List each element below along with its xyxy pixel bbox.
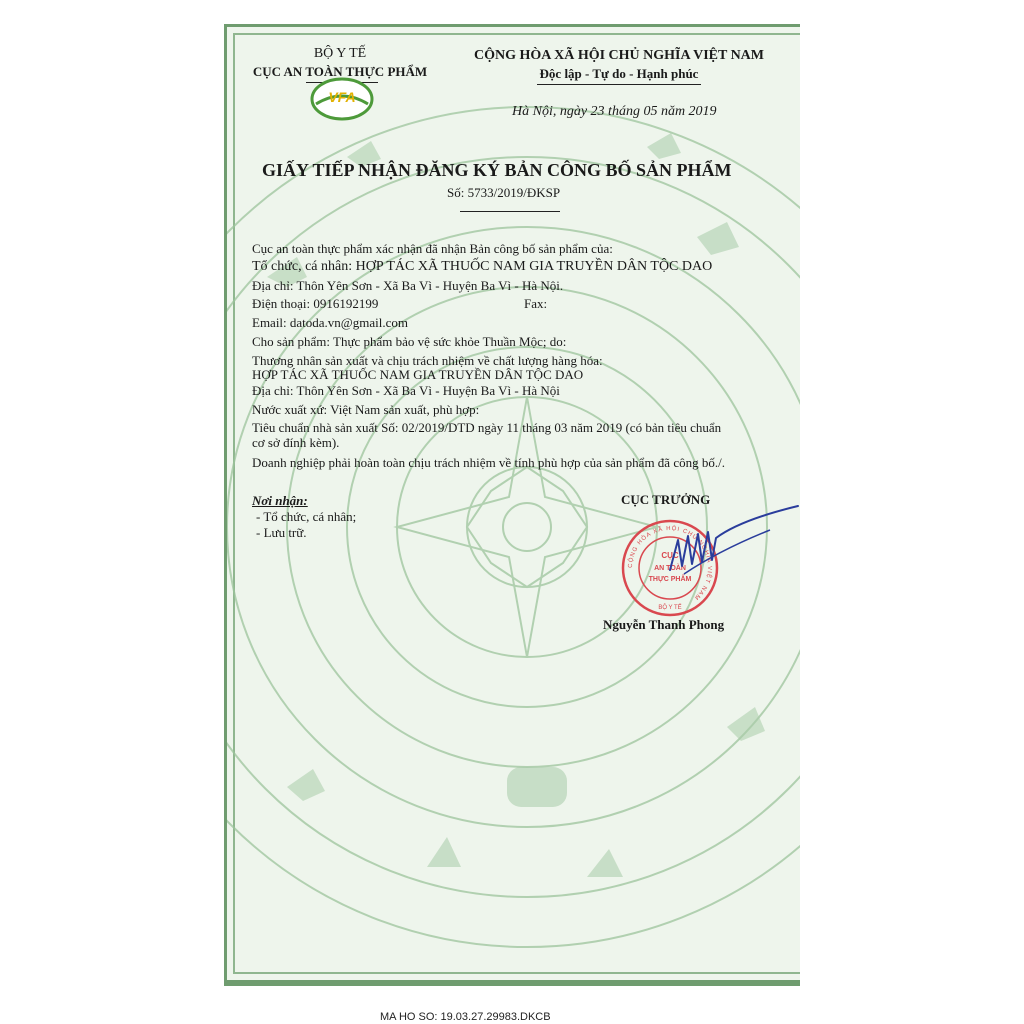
recipient-item: - Lưu trữ. — [256, 525, 307, 540]
recipients-heading: Nơi nhận: — [252, 493, 308, 508]
fax-line: Fax: — [524, 296, 548, 311]
country-name: CỘNG HÒA XÃ HỘI CHỦ NGHĨA VIỆT NAM — [473, 48, 764, 63]
handwritten-signature — [660, 500, 800, 592]
agency-name: CỤC AN TOÀN THỰC PHẨM — [252, 64, 428, 79]
ministry-name: BỘ Y TẾ — [313, 46, 367, 61]
organization-line: Tổ chức, cá nhân: HỢP TÁC XÃ THUỐC NAM GIA TRUYỀN DÂN TỘC DAO — [252, 259, 713, 274]
vfa-logo-text: VFA — [328, 89, 356, 105]
place-and-date: Hà Nội, ngày 23 tháng 05 năm 2019 — [512, 104, 717, 119]
stamp-inner-text: CỤC — [661, 551, 679, 560]
responsibility-line: Doanh nghiệp phải hoàn toàn chịu trách nhiệm về tính phù hợp của sản phẩm đã công bố./. — [252, 455, 725, 470]
vfa-logo — [308, 76, 376, 122]
title-underline — [460, 211, 560, 212]
stamp-bottom-text: BỘ Y TẾ — [658, 605, 682, 611]
signer-name: Nguyễn Thanh Phong — [603, 617, 725, 632]
phone-line: Điện thoại: 0916192199 — [252, 296, 379, 311]
trader-name: HỢP TÁC XÃ THUỐC NAM GIA TRUYỀN DÂN TỘC DAO — [252, 367, 584, 382]
trader-line: Thương nhân sản xuất và chịu trách nhiệm về chất lượng hàng hóa: — [252, 353, 603, 368]
stamp-inner-text: AN TOÀN — [654, 565, 686, 572]
stamp-ring-text: CỘNG HÒA XÃ HỘI CHỦ NGHĨA VIỆT NAM — [627, 525, 713, 601]
standard-line-2: cơ sở đính kèm). — [252, 435, 340, 450]
intro-line: Cục an toàn thực phẩm xác nhận đã nhận Bản công bố sản phẩm của: — [252, 241, 613, 256]
document-number: Số: 5733/2019/ĐKSP — [447, 185, 561, 200]
email-line: Email: datoda.vn@gmail.com — [252, 315, 409, 330]
stamp-inner-text: THỰC PHẨM — [648, 576, 692, 583]
motto-underline — [537, 84, 701, 85]
product-line: Cho sản phẩm: Thực phẩm bảo vệ sức khỏe Thuần Mộc; do: — [252, 334, 567, 349]
address-line: Địa chỉ: Thôn Yên Sơn - Xã Ba Vì - Huyện Ba Vì - Hà Nội. — [252, 278, 564, 293]
origin-line: Nước xuất xứ: Việt Nam sản xuất, phù hợp: — [252, 402, 480, 417]
trader-address: Địa chỉ: Thôn Yên Sơn - Xã Ba Vì - Huyện Ba Vì - Hà Nội — [252, 383, 560, 398]
recipient-item: - Tổ chức, cá nhân; — [256, 509, 357, 524]
signer-position: CỤC TRƯỞNG — [621, 492, 711, 507]
standard-line-1: Tiêu chuẩn nhà sản xuất Số: 02/2019/DTD ngày 11 tháng 03 năm 2019 (có bản tiêu chuẩn — [252, 420, 722, 435]
document-title: GIẤY TIẾP NHẬN ĐĂNG KÝ BẢN CÔNG BỐ SẢN PHẨM — [262, 160, 732, 180]
file-code: MA HO SO: 19.03.27.29983.DKCB — [380, 1011, 551, 1023]
national-motto: Độc lập - Tự do - Hạnh phúc — [539, 66, 699, 81]
